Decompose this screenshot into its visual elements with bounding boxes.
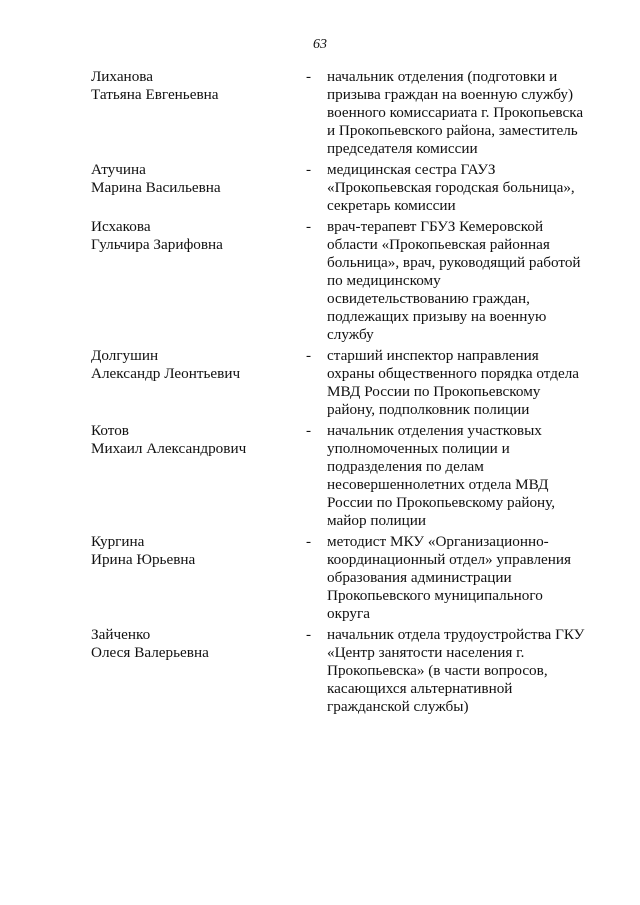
member-entry	[91, 626, 591, 716]
member-name	[91, 533, 301, 569]
member-surname: Исхакова	[91, 218, 151, 235]
member-dash: -	[306, 626, 312, 643]
member-name	[91, 347, 301, 383]
member-entry	[91, 347, 591, 419]
member-given-names: Александр Леонтьевич	[91, 365, 241, 382]
member-name	[91, 218, 301, 254]
member-name	[91, 68, 301, 104]
member-given-names: Татьяна Евгеньевна	[91, 86, 219, 103]
member-given-names: Олеся Валерьевна	[91, 644, 209, 661]
member-surname: Долгушин	[91, 347, 159, 364]
member-role: врач-терапевт ГБУЗ Кемеровской области «Прокопьевская районная больница», врач, руководящий работой по медицинскому освидетельствованию граждан, подлежащих призыву на военную службу	[327, 218, 581, 343]
member-surname: Атучина	[91, 161, 146, 178]
member-role: старший инспектор направления охраны общественного порядка отдела МВД России по Прокопьевскому району, подполковник полиции	[327, 347, 580, 418]
member-role: начальник отдела трудоустройства ГКУ «Центр занятости населения г. Прокопьевска» (в части вопросов, касающихся альтернативной гражданской службы)	[327, 626, 585, 715]
member-given-names: Ирина Юрьевна	[91, 551, 196, 568]
member-dash: -	[306, 68, 312, 85]
member-dash: -	[306, 533, 312, 550]
member-surname: Кургина	[91, 533, 145, 550]
member-entry	[91, 533, 591, 623]
member-dash: -	[306, 218, 312, 235]
member-role: методист МКУ «Организационно-координационный отдел» управления образования администрации Прокопьевского муниципального округа	[327, 533, 571, 622]
member-surname: Лиханова	[91, 68, 153, 85]
member-dash: -	[306, 161, 312, 178]
page-number: 63	[313, 37, 327, 52]
member-name	[91, 626, 301, 662]
member-surname: Котов	[91, 422, 129, 439]
member-dash: -	[306, 347, 312, 364]
member-given-names: Гульчира Зарифовна	[91, 236, 223, 253]
member-given-names: Михаил Александрович	[91, 440, 247, 457]
member-entry	[91, 68, 591, 158]
member-entry	[91, 161, 591, 215]
member-name	[91, 161, 301, 197]
member-role: медицинская сестра ГАУЗ «Прокопьевская городская больница», секретарь комиссии	[327, 161, 575, 214]
member-role: начальник отделения (подготовки и призыва граждан на военную службу) военного комиссариата г. Прокопьевска и Прокопьевского района, заместитель председателя комиссии	[327, 68, 584, 157]
commission-member-list	[91, 68, 591, 719]
member-given-names: Марина Васильевна	[91, 179, 221, 196]
member-dash: -	[306, 422, 312, 439]
member-name	[91, 422, 301, 458]
member-entry	[91, 218, 591, 344]
member-entry	[91, 422, 591, 530]
member-role: начальник отделения участковых уполномоченных полиции и подразделения по делам несовершеннолетних отдела МВД России по Прокопьевскому району, майор полиции	[327, 422, 556, 529]
member-surname: Зайченко	[91, 626, 151, 643]
